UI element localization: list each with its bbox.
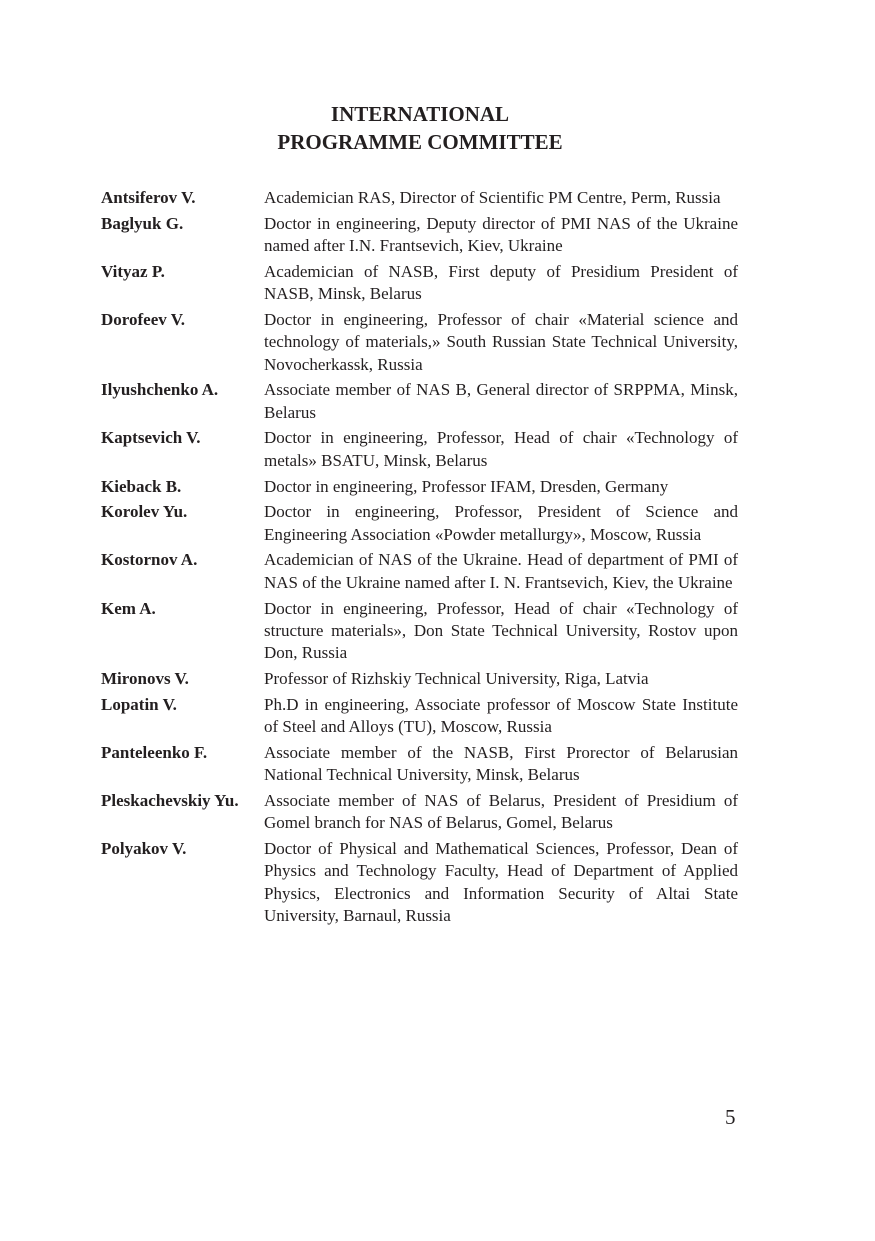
member-name: Antsiferov V. (101, 188, 196, 207)
member-name: Mironovs V. (101, 668, 189, 688)
member-description: Associate member of NAS B, General director of SRPPMA, Minsk, Belarus (264, 380, 738, 422)
committee-member-entry (101, 213, 738, 258)
member-description: Doctor in engineering, Deputy director of PMI NAS of the Ukraine named after I.N. Frantsevich, Kiev, Ukraine (264, 213, 738, 256)
member-name: Pleskachevskiy Yu. (101, 790, 239, 810)
member-description: Doctor in engineering, Professor, Head of chair «Technology of metals» BSATU, Minsk, Belarus (264, 428, 738, 470)
member-name: Korolev Yu. (101, 502, 188, 522)
member-description: Doctor of Physical and Mathematical Sciences, Professor, Dean of Physics and Technology Faculty, Head of Department of Applied Physics, Electronics and Information Security of Altai State University, Barnaul, Russia (264, 839, 738, 925)
member-description: Doctor in engineering, Professor of chair «Material science and technology of materials,» South Russian State Technical University, Novocherkassk, Russia (264, 309, 738, 374)
committee-member-entry (101, 501, 738, 546)
committee-member-entry (101, 379, 738, 424)
member-description: Doctor in engineering, Professor IFAM, Dresden, Germany (264, 476, 669, 496)
page-number: 5 (725, 1105, 736, 1129)
committee-member-entry (101, 476, 738, 498)
title-line-2: PROGRAMME COMMITTEE (277, 130, 563, 154)
committee-member-entry (101, 187, 738, 209)
committee-member-entry (101, 694, 738, 739)
member-name: Kostornov A. (101, 550, 198, 570)
committee-member-entry (101, 261, 738, 306)
member-description: Academician of NAS of the Ukraine. Head of department of PMI of NAS of the Ukraine named after I. N. Frantsevich, Kiev, the Ukraine (264, 550, 738, 592)
member-description: Doctor in engineering, Professor, Head of chair «Technology of structure materials», Don State Technical University, Rostov upon Don, Russia (264, 598, 738, 663)
member-description: Doctor in engineering, Professor, President of Science and Engineering Association «Powder metallurgy», Moscow, Russia (264, 502, 738, 544)
member-name: Polyakov V. (101, 839, 187, 859)
member-name: Baglyuk G. (101, 213, 184, 233)
member-name: Ilyushchenko A. (101, 380, 219, 400)
member-description: Ph.D in engineering, Associate professor of Moscow State Institute of Steel and Alloys (TU), Moscow, Russia (264, 694, 738, 737)
member-description: Academician of NASB, First deputy of Presidium President of NASB, Minsk, Belarus (264, 261, 738, 304)
member-name: Kaptsevich V. (101, 428, 201, 448)
member-name: Dorofeev V. (101, 309, 186, 329)
committee-member-entry (101, 742, 738, 787)
committee-member-entry (101, 668, 738, 690)
committee-member-entry (101, 838, 738, 927)
committee-member-list (101, 187, 738, 931)
member-name: Kieback B. (101, 476, 182, 496)
member-description: Associate member of NAS of Belarus, President of Presidium of Gomel branch for NAS of Belarus, Gomel, Belarus (264, 790, 738, 833)
member-description: Associate member of the NASB, First Prorector of Belarusian National Technical University, Minsk, Belarus (264, 742, 738, 785)
committee-member-entry (101, 790, 738, 835)
title-line-1: INTERNATIONAL (330, 102, 510, 126)
member-name: Lopatin V. (101, 694, 177, 714)
committee-member-entry (101, 427, 738, 472)
page-title (0, 100, 840, 156)
member-name: Vityaz P. (101, 261, 165, 281)
committee-member-entry (101, 598, 738, 665)
member-name: Panteleenko F. (101, 742, 208, 762)
committee-member-entry (101, 549, 738, 594)
member-description: Professor of Rizhskiy Technical University, Riga, Latvia (264, 668, 649, 688)
member-name: Kem A. (101, 598, 156, 618)
committee-member-entry (101, 309, 738, 376)
member-description: Academician RAS, Director of Scientific PM Centre, Perm, Russia (264, 188, 721, 207)
